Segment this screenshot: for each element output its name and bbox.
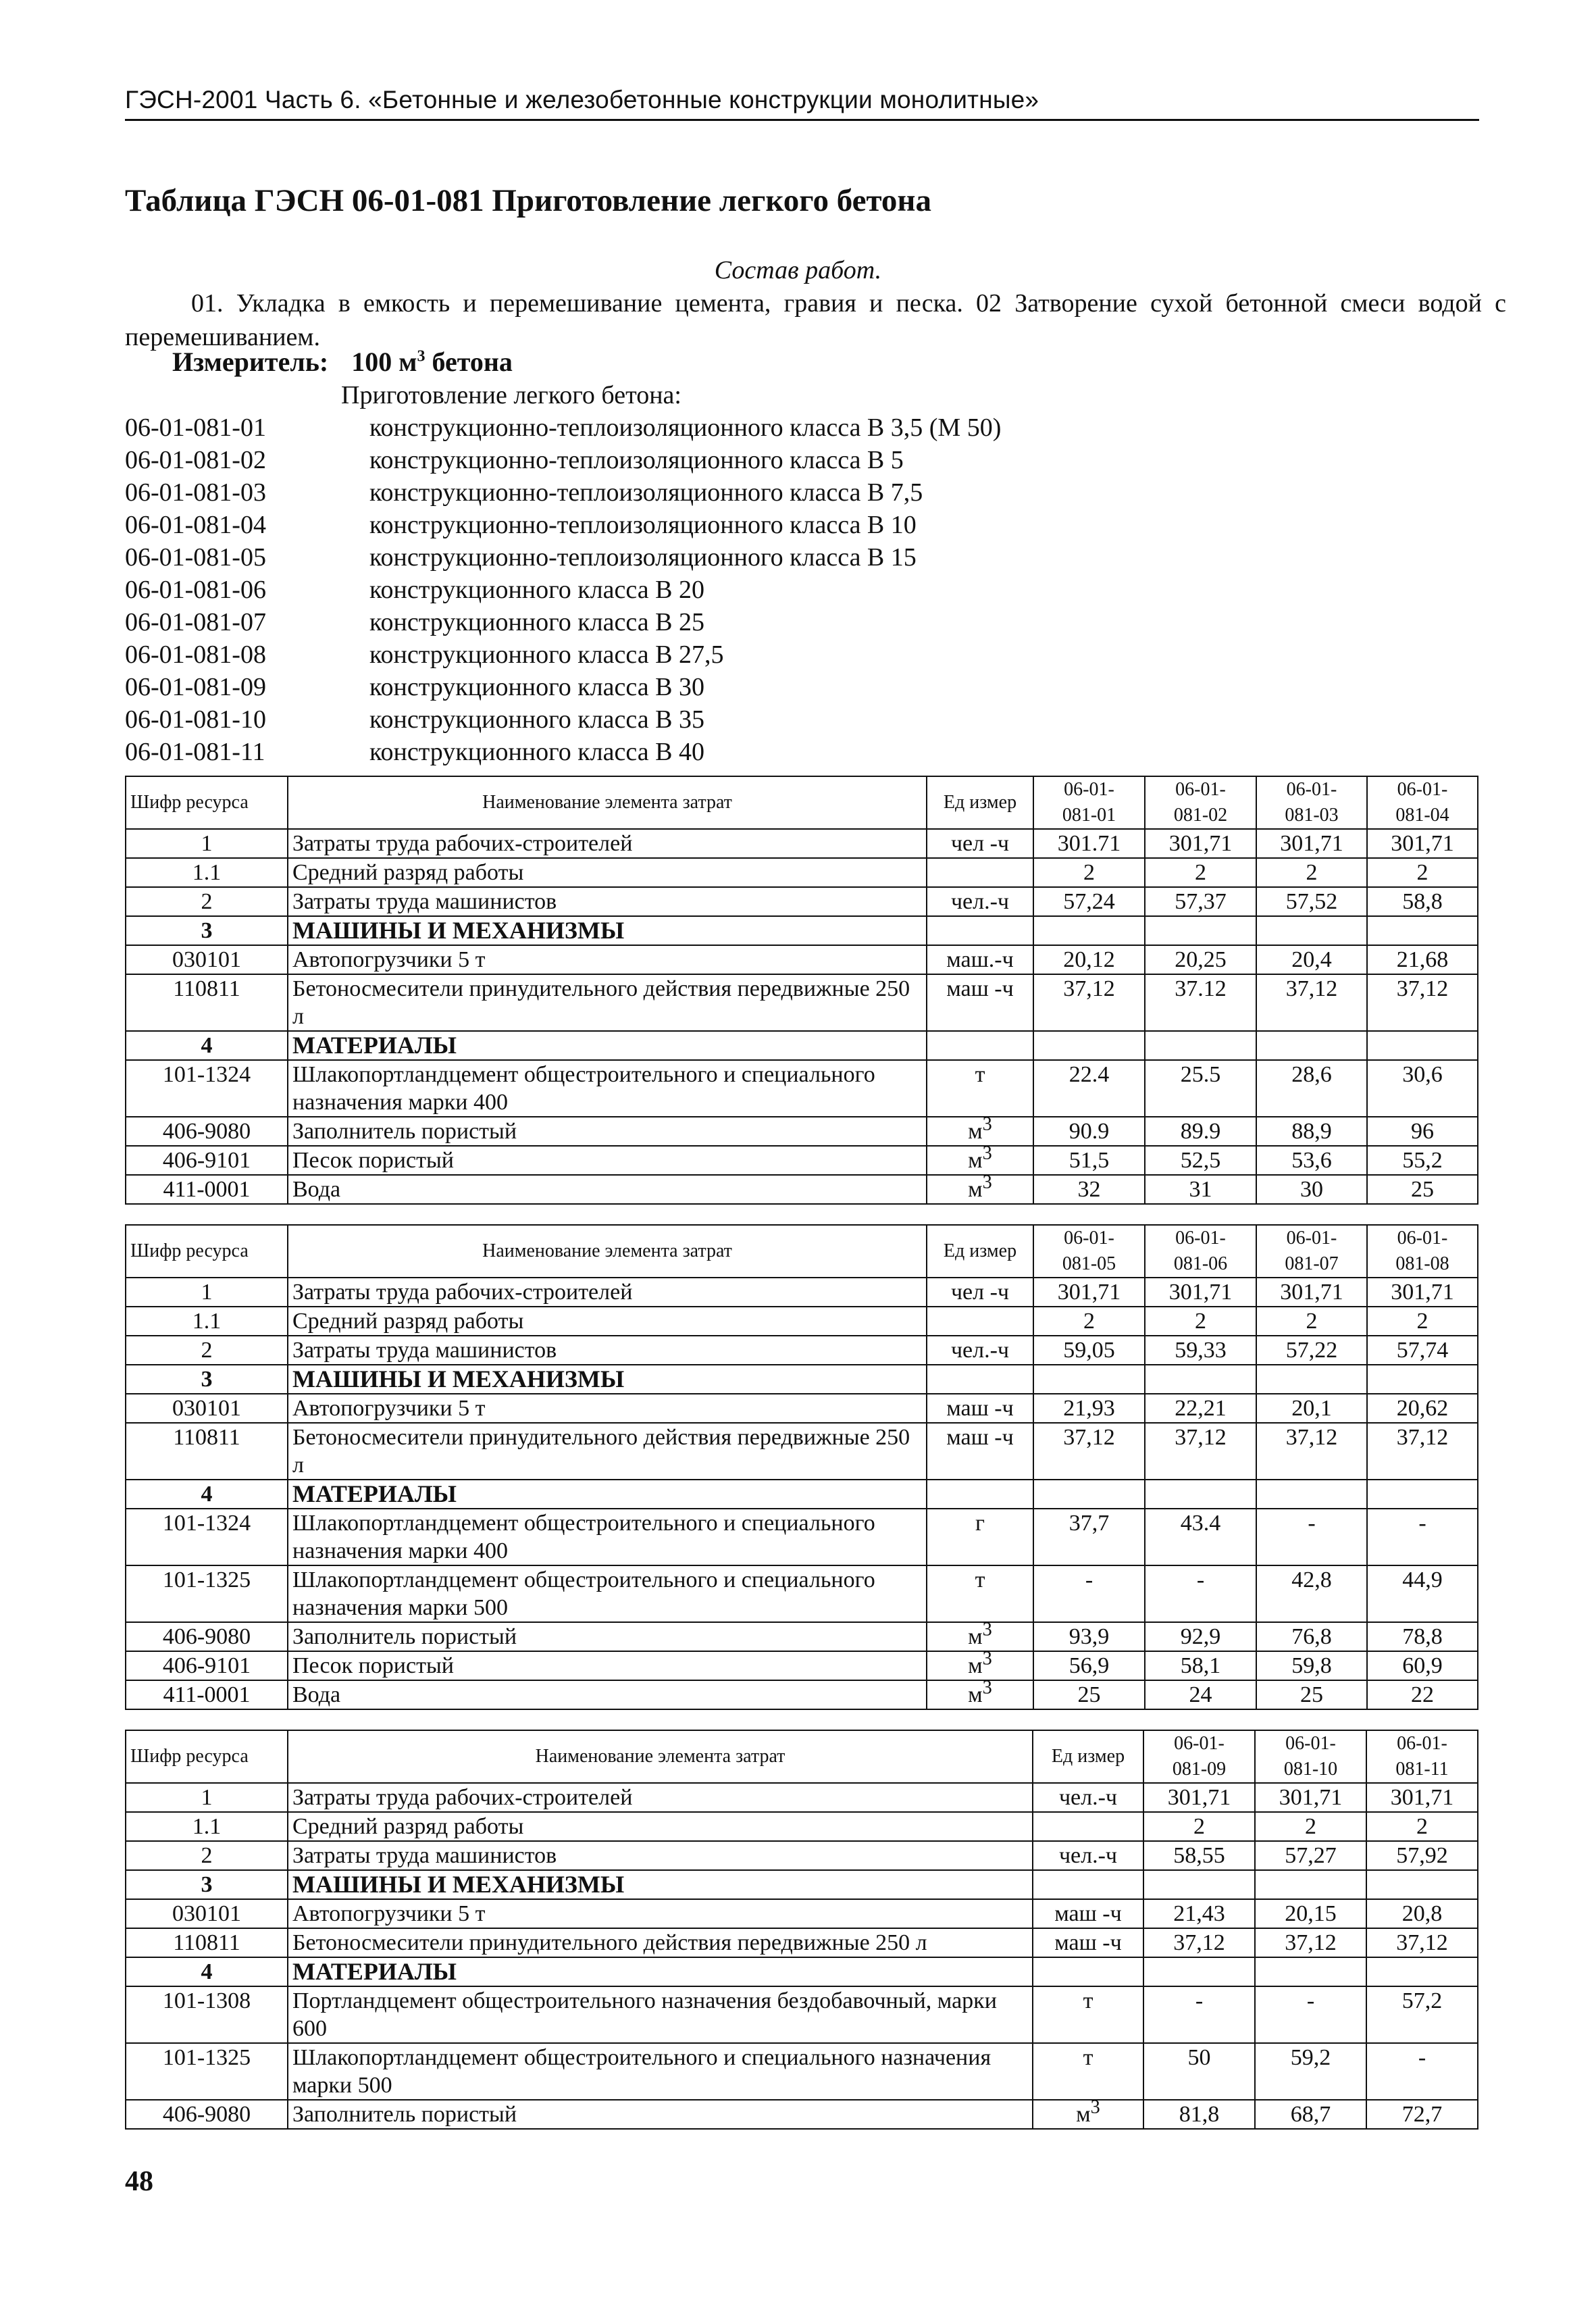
header-rule [125, 119, 1479, 121]
norm-description: конструкционного класса В 40 [369, 738, 704, 766]
table-row: 406-9080 Заполнитель пористый $м^3$ 90.9 89.9 88,9 96 [126, 1117, 1478, 1146]
header-unit: Ед измер [927, 776, 1033, 829]
table-row: 030101 Автопогрузчики 5 т маш.-ч 20,12 20,25 20,4 21,68 [126, 945, 1478, 974]
code-list-item [125, 411, 1001, 444]
norm-code: 06-01-081-10 [125, 705, 266, 734]
header-norm-column: 06-01- 081-10 [1255, 1730, 1366, 1783]
norm-code: 06-01-081-09 [125, 673, 266, 701]
table-row: 110811 Бетоносмесители принудительного действия передвижные 250 л маш -ч 37,12 37.12 37,12 37,12 [126, 974, 1478, 1031]
resource-table-1 [125, 776, 1478, 1205]
table-row: 411-0001 Вода $м^3$ 32 31 30 25 [126, 1175, 1478, 1204]
resource-table-2 [125, 1224, 1478, 1710]
code-list-item [125, 606, 1001, 638]
table-row: 406-9101 Песок пористый $м^3$ 56,9 58,1 59,8 60,9 [126, 1651, 1478, 1680]
table-title: Таблица ГЭСН 06-01-081 Приготовление легкого бетона [125, 183, 932, 218]
section-row: 3 МАШИНЫ И МЕХАНИЗМЫ [126, 1870, 1478, 1899]
table-row: 030101 Автопогрузчики 5 т маш -ч 21,93 22,21 20,1 20,62 [126, 1394, 1478, 1423]
norm-description: конструкционного класса В 20 [369, 576, 704, 604]
running-header: ГЭСН-2001 Часть 6. «Бетонные и железобетонные конструкции монолитные» [125, 86, 1039, 114]
table-row: 110811 Бетоносмесители принудительного действия передвижные 250 л маш -ч 37,12 37,12 37,12 [126, 1928, 1478, 1957]
section-row: 4 МАТЕРИАЛЫ [126, 1031, 1478, 1060]
norm-description: конструкционного класса В 27,5 [369, 640, 724, 669]
table-row: 101-1325 Шлакопортландцемент общестроительного и специального назначения марки 500 т - - 42,8 44,9 [126, 1565, 1478, 1622]
table-header-row [126, 1225, 1478, 1278]
header-unit: Ед измер [927, 1225, 1033, 1278]
code-list-item [125, 509, 1001, 541]
table-row: 101-1324 Шлакопортландцемент общестроительного и специального назначения марки 400 т 22.4 25.5 28,6 30,6 [126, 1060, 1478, 1117]
header-norm-column: 06-01- 081-06 [1145, 1225, 1256, 1278]
meter-label: Измеритель: [172, 347, 329, 377]
header-name: Наименование элемента затрат [288, 1730, 1033, 1783]
header-name: Наименование элемента затрат [288, 776, 927, 829]
meter-value: 100 м [351, 347, 417, 377]
prep-heading: Приготовление легкого бетона: [341, 381, 681, 409]
header-norm-column: 06-01- 081-09 [1143, 1730, 1255, 1783]
norm-description: конструкционно-теплоизоляционного класса В 5 [369, 446, 904, 474]
section-row: 3 МАШИНЫ И МЕХАНИЗМЫ [126, 916, 1478, 945]
norm-description: конструкционного класса В 35 [369, 705, 704, 734]
header-norm-column: 06-01- 081-01 [1033, 776, 1145, 829]
table-row: 2 Затраты труда машинистов чел.-ч 57,24 57,37 57,52 58,8 [126, 887, 1478, 916]
header-norm-column: 06-01- 081-02 [1145, 776, 1256, 829]
norm-description: конструкционного класса В 30 [369, 673, 704, 701]
header-code: Шифр ресурса [126, 1225, 288, 1278]
norm-code: 06-01-081-02 [125, 446, 266, 474]
table-row: 406-9080 Заполнитель пористый $м^3$ 93,9 92,9 76,8 78,8 [126, 1622, 1478, 1651]
code-list-item [125, 476, 1001, 509]
table-row: 1.1 Средний разряд работы 2 2 2 2 [126, 858, 1478, 887]
section-row: 4 МАТЕРИАЛЫ [126, 1480, 1478, 1509]
norm-code: 06-01-081-08 [125, 640, 266, 669]
table-row: 101-1325 Шлакопортландцемент общестроительного и специального назначения марки 500 т 50 59,2 - [126, 2043, 1478, 2100]
work-composition-text: 01. Укладка в емкость и перемешивание цемента, гравия и песка. 02 Затворение сухой бетонной смеси водой с перемешиванием. [125, 289, 1506, 351]
code-list-item [125, 736, 1001, 768]
table-row: 101-1324 Шлакопортландцемент общестроительного и специального назначения марки 400 г 37,7 43.4 - - [126, 1509, 1478, 1565]
norm-code: 06-01-081-04 [125, 511, 266, 539]
norm-code: 06-01-081-01 [125, 413, 266, 442]
norm-code: 06-01-081-03 [125, 478, 266, 507]
norm-code: 06-01-081-11 [125, 738, 265, 766]
norm-description: конструкционно-теплоизоляционного класса В 15 [369, 543, 917, 572]
section-row: 3 МАШИНЫ И МЕХАНИЗМЫ [126, 1365, 1478, 1394]
header-norm-column: 06-01- 081-03 [1256, 776, 1367, 829]
header-name: Наименование элемента затрат [288, 1225, 927, 1278]
meter-line [172, 346, 513, 378]
table-row: 1.1 Средний разряд работы 2 2 2 [126, 1812, 1478, 1841]
table-row: 2 Затраты труда машинистов чел.-ч 58,55 57,27 57,92 [126, 1841, 1478, 1870]
header-code: Шифр ресурса [126, 776, 288, 829]
code-list-item [125, 444, 1001, 476]
header-norm-column: 06-01- 081-05 [1033, 1225, 1145, 1278]
code-list [125, 411, 1001, 768]
header-norm-column: 06-01- 081-07 [1256, 1225, 1367, 1278]
norm-description: конструкционно-теплоизоляционного класса В 10 [369, 511, 917, 539]
code-list-item [125, 541, 1001, 574]
norm-description: конструкционно-теплоизоляционного класса В 3,5 (М 50) [369, 413, 1002, 442]
table-row: 101-1308 Портландцемент общестроительного назначения бездобавочный, марки 600 т - - 57,2 [126, 1986, 1478, 2043]
table-header-row [126, 1730, 1478, 1783]
table-row: 1.1 Средний разряд работы 2 2 2 2 [126, 1307, 1478, 1336]
code-list-item [125, 671, 1001, 703]
code-list-item [125, 703, 1001, 736]
code-list-item [125, 574, 1001, 606]
table-row: 406-9101 Песок пористый $м^3$ 51,5 52,5 53,6 55,2 [126, 1146, 1478, 1175]
table-row: 1 Затраты труда рабочих-строителей чел.-ч 301,71 301,71 301,71 [126, 1783, 1478, 1812]
norm-description: конструкционно-теплоизоляционного класса В 7,5 [369, 478, 923, 507]
header-norm-column: 06-01- 081-08 [1367, 1225, 1478, 1278]
table-row: 2 Затраты труда машинистов чел.-ч 59,05 59,33 57,22 57,74 [126, 1336, 1478, 1365]
code-list-item [125, 638, 1001, 671]
table-row: 411-0001 Вода $м^3$ 25 24 25 22 [126, 1680, 1478, 1709]
table-header-row [126, 776, 1478, 829]
section-row: 4 МАТЕРИАЛЫ [126, 1957, 1478, 1986]
table-row: 1 Затраты труда рабочих-строителей чел -ч 301.71 301,71 301,71 301,71 [126, 829, 1478, 858]
work-composition-heading: Состав работ. [714, 256, 882, 284]
table-row: 406-9080 Заполнитель пористый $м^3$ 81,8 68,7 72,7 [126, 2100, 1478, 2129]
table-row: 030101 Автопогрузчики 5 т маш -ч 21,43 20,15 20,8 [126, 1899, 1478, 1928]
norm-code: 06-01-081-07 [125, 608, 266, 636]
table-row: 1 Затраты труда рабочих-строителей чел -ч 301,71 301,71 301,71 301,71 [126, 1278, 1478, 1307]
norm-code: 06-01-081-05 [125, 543, 266, 572]
norm-description: конструкционного класса В 25 [369, 608, 704, 636]
resource-table-3 [125, 1730, 1478, 2130]
header-code: Шифр ресурса [126, 1730, 288, 1783]
header-norm-column: 06-01- 081-04 [1367, 776, 1478, 829]
norm-code: 06-01-081-06 [125, 576, 266, 604]
header-norm-column: 06-01- 081-11 [1366, 1730, 1478, 1783]
meter-sup: 3 [417, 347, 426, 366]
header-unit: Ед измер [1033, 1730, 1143, 1783]
meter-suffix: бетона [425, 347, 513, 377]
page-number: 48 [125, 2166, 153, 2197]
table-row: 110811 Бетоносмесители принудительного действия передвижные 250 л маш -ч 37,12 37,12 37,12 37,12 [126, 1423, 1478, 1480]
